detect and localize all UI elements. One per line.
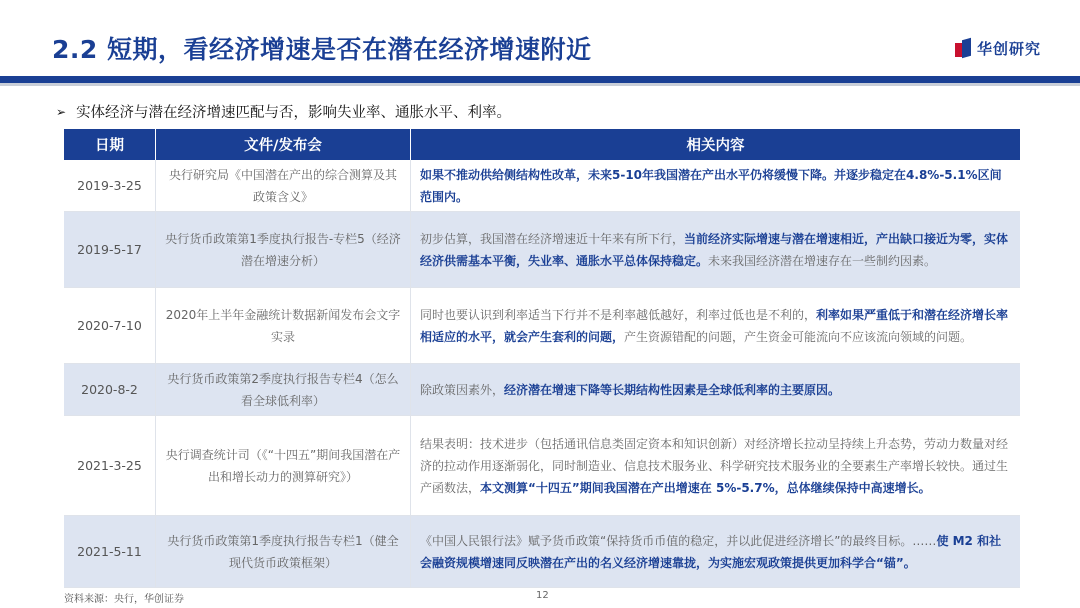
row-content <box>411 416 1020 516</box>
row-date: 2021-5-11 <box>64 516 156 588</box>
logo-text: 华创研究 <box>977 40 1042 58</box>
highlighted-text: 当前经济实际增速与潜在增速相近，产出缺口接近为零，实体经济供需基本平衡，失业率、通胀水平总体保持稳定。 <box>420 231 1009 268</box>
highlighted-text: 如果不推动供给侧结构性改革，未来5-10年我国潜在产出水平仍将缓慢下降。并逐步稳定在4.8%-5.1%区间范围内。 <box>420 167 1002 204</box>
row-date: 2019-5-17 <box>64 212 156 288</box>
content-text: 结果表明：技术进步（包括通讯信息类固定资本和知识创新）对经济增长拉动呈持续上升态势，劳动力数量对经济的拉动作用逐渐弱化，同时制造业、信息技术服务业、科学研究技术服务业的全要素生产率增长较快。通过生产函数法， <box>420 436 1009 495</box>
table-row <box>64 212 1020 288</box>
row-content <box>411 288 1020 364</box>
highlighted-text: 本文测算“十四五”期间我国潜在产出增速在 5%-5.7%，总体继续保持中高速增长。 <box>480 480 931 495</box>
table-row <box>64 416 1020 516</box>
row-document: 央行货币政策第1季度执行报告专栏1（健全现代货币政策框架） <box>156 516 411 588</box>
header-divider-shadow <box>0 83 1080 86</box>
table-header-row <box>64 129 1020 160</box>
header-date: 日期 <box>64 129 156 160</box>
table-row <box>64 288 1020 364</box>
content-text: 初步估算，我国潜在经济增速近十年来有所下行， <box>420 231 685 246</box>
table-row <box>64 516 1020 588</box>
row-document: 央行研究局《中国潜在产出的综合测算及其政策含义》 <box>156 160 411 212</box>
highlighted-text: 经济潜在增速下降等长期结构性因素是全球低利率的主要原因。 <box>504 382 841 397</box>
content-text: 同时也要认识到利率适当下行并不是利率越低越好，利率过低也是不利的， <box>420 307 817 322</box>
row-date: 2021-3-25 <box>64 416 156 516</box>
bullet-arrow-icon: ➢ <box>56 104 67 119</box>
source-note: 资料来源：央行，华创证券 <box>64 594 184 605</box>
row-document: 央行调查统计司（《“十四五”期间我国潜在产出和增长动力的测算研究》） <box>156 416 411 516</box>
policy-table <box>64 129 1020 588</box>
highlighted-text: 利率如果严重低于和潜在经济增长率相适应的水平，就会产生套利的问题， <box>420 307 1009 344</box>
row-document: 央行货币政策第2季度执行报告专栏4（怎么看全球低利率） <box>156 364 411 416</box>
row-document: 央行货币政策第1季度执行报告-专栏5（经济潜在增速分析） <box>156 212 411 288</box>
row-content <box>411 516 1020 588</box>
content-text: 产生资源错配的问题，产生资金可能流向不应该流向领域的问题。 <box>624 329 973 344</box>
company-logo <box>955 38 1041 59</box>
header-content: 相关内容 <box>411 129 1020 160</box>
row-date: 2020-8-2 <box>64 364 156 416</box>
header-divider <box>0 76 1080 83</box>
row-content <box>411 160 1020 212</box>
row-date: 2020-7-10 <box>64 288 156 364</box>
intro-text: 实体经济与潜在经济增速匹配与否，影响失业率、通胀水平、利率。 <box>76 105 512 121</box>
logo-mark-icon <box>955 39 973 59</box>
table-row <box>64 364 1020 416</box>
content-text: 《中国人民银行法》赋予货币政策“保持货币币值的稳定，并以此促进经济增长”的最终目标。…… <box>420 533 937 548</box>
content-text: 未来我国经济潜在增速存在一些制约因素。 <box>708 253 937 268</box>
row-document: 2020年上半年金融统计数据新闻发布会文字实录 <box>156 288 411 364</box>
table-row <box>64 160 1020 212</box>
row-content <box>411 364 1020 416</box>
content-text: 除政策因素外， <box>420 382 505 397</box>
row-content <box>411 212 1020 288</box>
intro-line <box>56 101 511 122</box>
highlighted-text: 使 M2 和社会融资规模增速同反映潜在产出的名义经济增速靠拢，为实施宏观政策提供更加科学合“锚”。 <box>420 533 1002 570</box>
page-title: 2.2 短期，看经济增速是否在潜在经济增速附近 <box>52 35 592 64</box>
page-number: 12 <box>536 590 549 601</box>
row-date: 2019-3-25 <box>64 160 156 212</box>
header-document: 文件/发布会 <box>156 129 411 160</box>
